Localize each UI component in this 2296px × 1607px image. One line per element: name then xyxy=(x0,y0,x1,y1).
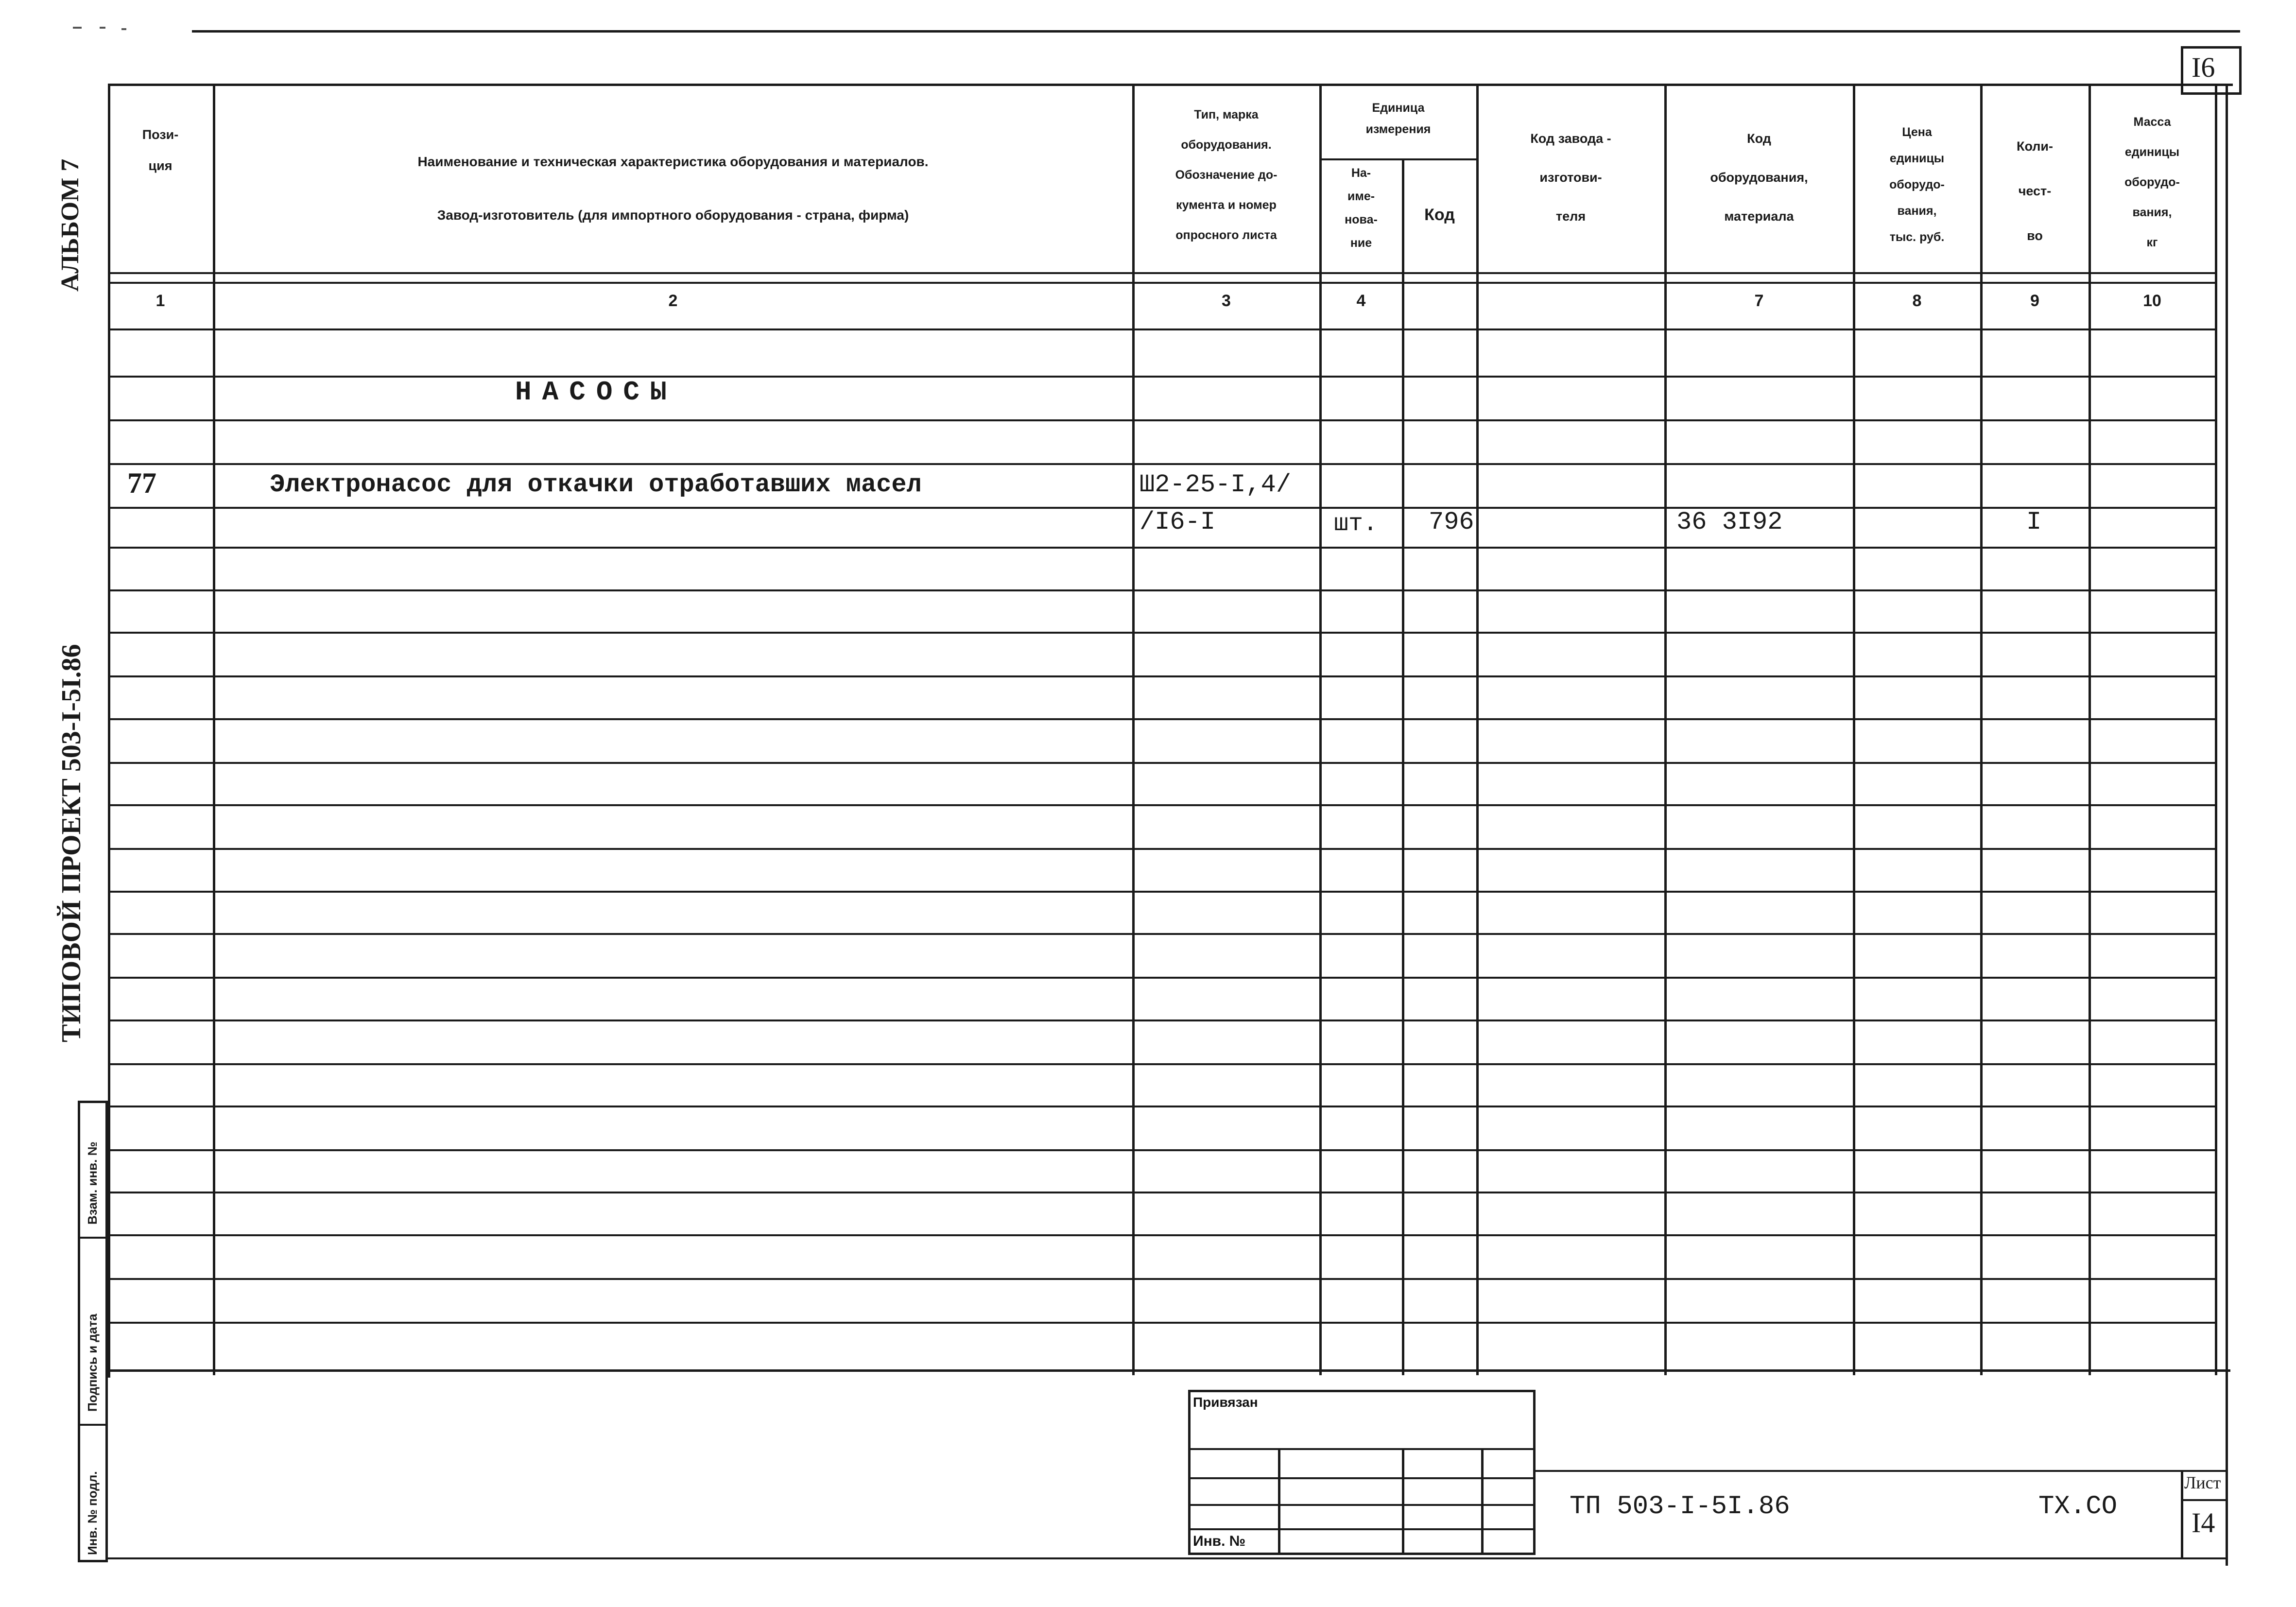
col-line xyxy=(2215,85,2217,1375)
colnum-7: 7 xyxy=(1754,292,1764,310)
col-line xyxy=(1319,85,1322,1375)
stamp-divider xyxy=(78,1237,108,1239)
project-label: ТИПОВОЙ ПРОЕКТ 503-I-5I.86 xyxy=(56,644,86,1042)
row-line xyxy=(108,718,2217,720)
row-line xyxy=(108,376,2217,378)
colnum-10: 10 xyxy=(2143,292,2161,310)
tb-vline xyxy=(1278,1448,1280,1555)
section-title: НАСОСЫ xyxy=(515,377,677,408)
header-name: Наименование и техническая характеристика оборудования и материалов. Завод-изготовитель (для импортного оборудования - страна, фирма) xyxy=(417,154,929,223)
header-bottom xyxy=(108,272,2217,274)
row-line xyxy=(108,1063,2217,1065)
row-line xyxy=(108,804,2217,806)
col-line xyxy=(1853,85,1855,1375)
col-line xyxy=(1476,85,1479,1375)
header-position: Пози- ция xyxy=(142,127,179,173)
row-line xyxy=(108,1106,2217,1107)
header-unit-group: Единица измерения xyxy=(1365,101,1431,136)
stamp-vzam: Взам. инв. № xyxy=(85,1141,100,1225)
row-name: Электронасос для откачки отработавших масел xyxy=(270,470,922,499)
row-equip-code: 36 3I92 xyxy=(1676,508,1783,536)
colnum-3: 3 xyxy=(1222,292,1231,310)
inv-no-label: Инв. № xyxy=(1193,1533,1246,1549)
colnum-8: 8 xyxy=(1912,292,1922,310)
row-unit-code: 796 xyxy=(1429,508,1474,536)
sheet-box-left xyxy=(2181,1470,2183,1557)
row-line xyxy=(108,848,2217,850)
sheet-number: I4 xyxy=(2192,1507,2215,1538)
title-strip-top xyxy=(1536,1470,2228,1472)
stamp-inv: Инв. № подл. xyxy=(85,1471,100,1555)
row-position: 77 xyxy=(127,467,156,499)
header-factory-code: Код завода - изготови- теля xyxy=(1530,131,1611,224)
row-unit-name: шт. xyxy=(1334,510,1378,538)
top-rule xyxy=(192,30,2240,33)
stamp-divider xyxy=(78,1424,108,1426)
scan-mark xyxy=(73,27,82,29)
col-line xyxy=(213,84,215,1375)
doc-code: ТП 503-I-5I.86 xyxy=(1570,1492,1790,1521)
colnum-4: 4 xyxy=(1356,292,1366,310)
colnum-bottom xyxy=(108,328,2217,330)
header-qty: Коли- чест- во xyxy=(2016,139,2054,243)
row-type-line2: /I6-I xyxy=(1139,508,1216,536)
title-strip-bottom xyxy=(108,1557,2228,1559)
unit-group-divider xyxy=(1319,158,1476,160)
row-type-line1: Ш2-25-I,4/ xyxy=(1139,470,1292,499)
colnum-top xyxy=(108,282,2217,284)
privyazan-label: Привязан xyxy=(1193,1395,1258,1410)
row-line xyxy=(108,933,2217,935)
row-line xyxy=(108,463,2217,465)
row-line xyxy=(108,1322,2217,1324)
row-line xyxy=(108,675,2217,677)
row-qty: I xyxy=(2026,508,2042,536)
colnum-1: 1 xyxy=(155,292,165,310)
header-type: Тип, марка оборудования. Обозначение до- кумента и номер опросного листа xyxy=(1175,108,1277,242)
header-mass: Масса единицы оборудо- вания, кг xyxy=(2124,115,2180,249)
col-line xyxy=(1664,85,1667,1375)
scan-mark xyxy=(100,27,105,29)
row-line xyxy=(108,547,2217,549)
main-frame xyxy=(108,84,2233,1378)
doc-mark: ТХ.СО xyxy=(2038,1492,2118,1521)
row-line xyxy=(108,891,2217,893)
col-line xyxy=(1980,85,1983,1375)
table-bottom xyxy=(108,1369,2230,1372)
colnum-2: 2 xyxy=(668,292,678,310)
frame-right xyxy=(2226,84,2228,1566)
row-line xyxy=(108,1234,2217,1236)
row-line xyxy=(108,632,2217,634)
tb-vline xyxy=(1481,1448,1484,1555)
stamp-podpis: Подпись и дата xyxy=(85,1313,100,1412)
sheet-box-divider xyxy=(2181,1499,2228,1501)
album-label: АЛЬБОМ 7 xyxy=(56,158,84,292)
row-line xyxy=(108,1149,2217,1151)
header-price: Цена единицы оборудо- вания, тыс. руб. xyxy=(1889,125,1945,244)
row-line xyxy=(108,762,2217,764)
row-line xyxy=(108,1278,2217,1280)
sheet-number-top: I6 xyxy=(2192,52,2215,83)
header-equip-code: Код оборудования, материала xyxy=(1710,131,1808,224)
colnum-9: 9 xyxy=(2030,292,2039,310)
row-line xyxy=(108,1192,2217,1193)
col-line xyxy=(2089,85,2091,1375)
scan-mark xyxy=(121,28,126,30)
row-line xyxy=(108,419,2217,421)
header-unit-name: На- име- нова- ние xyxy=(1345,166,1378,250)
sheet-label: Лист xyxy=(2184,1473,2221,1492)
row-line xyxy=(108,1019,2217,1021)
header-unit-code: Код xyxy=(1424,206,1455,224)
col-line xyxy=(1132,84,1135,1375)
row-line xyxy=(108,977,2217,979)
tb-vline xyxy=(1402,1448,1404,1555)
row-line xyxy=(108,589,2217,591)
